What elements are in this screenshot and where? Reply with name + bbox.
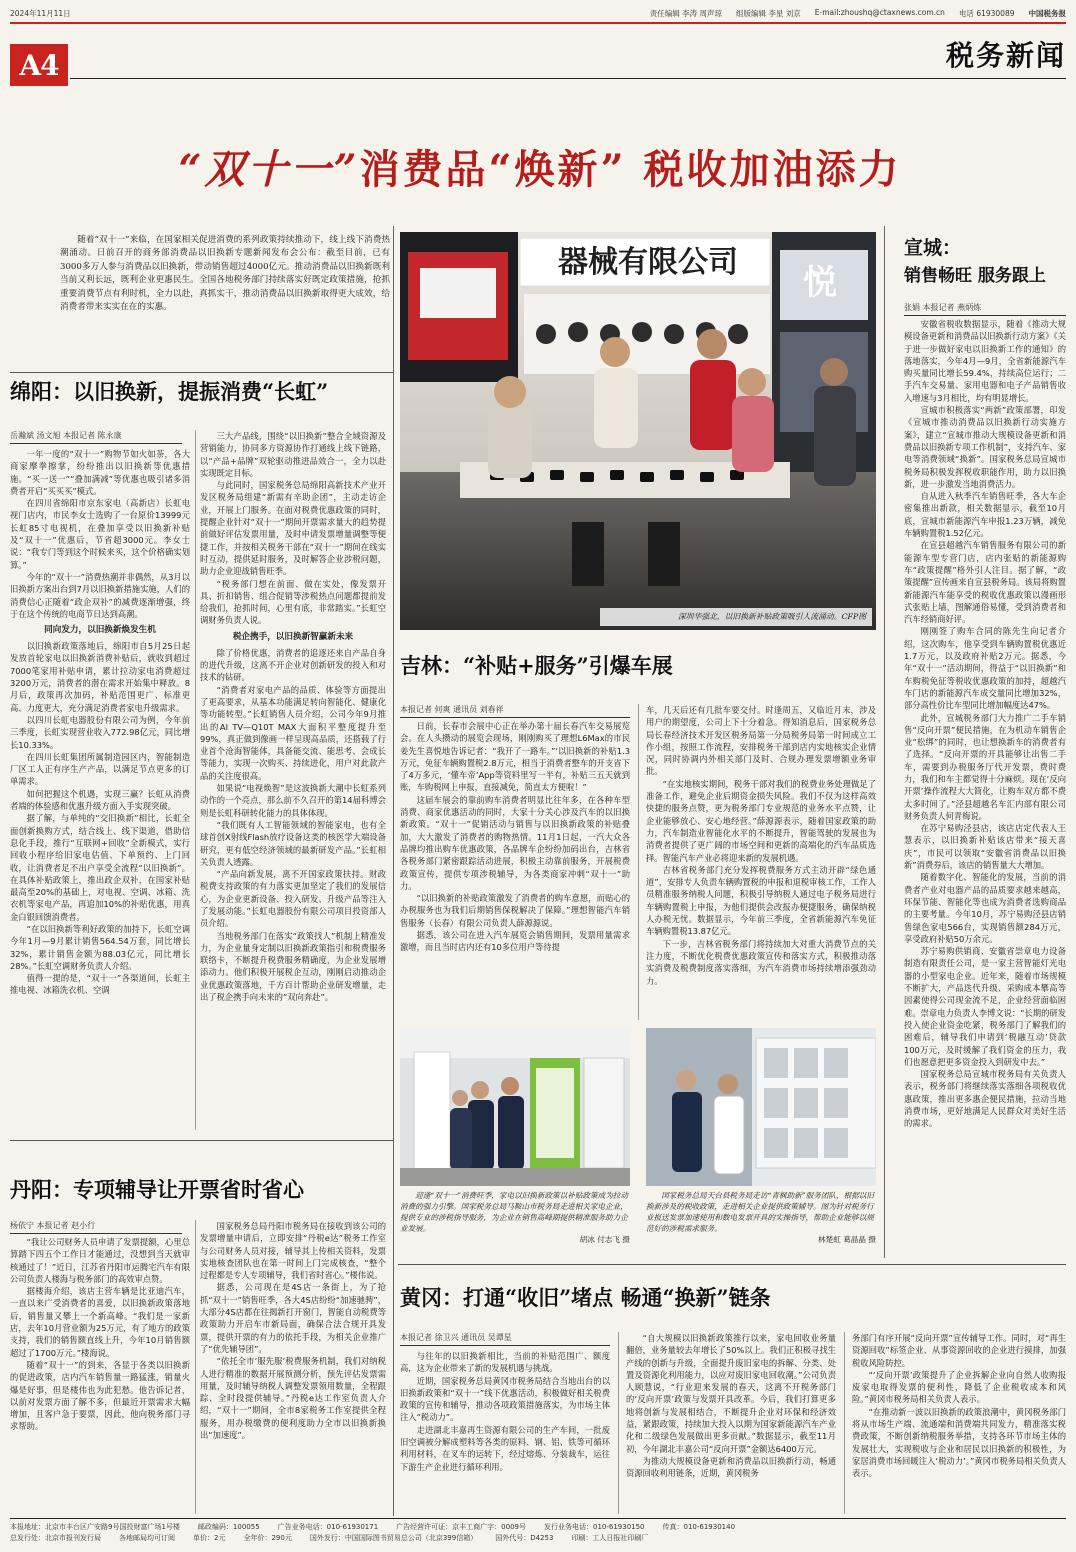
paragraph: 据悉，公司现在是4S店一条街上，为了抢抓“双十一”销售旺季，各大4S店纷纷“加速驰骋”，大部分4S店都在往揭新打开窗门，智能自动税费等政策助力开启车市新局面，确保合法合规开具发票，提供开票的有力的依托手段，为相关企业推广了“优先辅导团”。 xyxy=(200,1282,386,1354)
paragraph: 以旧换新政策落地后，绵阳市自5月25日起发放首轮家电以旧换新消费补贴后，就收到超过7000笔家用补贴申请，累计拉动家电消费超过3200万元，消费者的潜在需求开始集中释放。8月后，政策再次加码，补贴范围更广、标准更高、力度更大，充分满足消费者家电升级需求。 xyxy=(10,641,190,713)
paragraph: 下一步，吉林省税务部门将持续加大对重大消费节点的关注力度，不断优化税费优惠政策宣传和落实方式，积极推动落实消费及税费制度落实落细，为汽车消费市场持续增添强劲动力。 xyxy=(646,938,876,986)
paragraph: 如果说“电视焕智”是这波换新大潮中长虹系列动作的一个亮点，那么前不久召开的第14届科博会则是长虹科研转化能力的具体体现。 xyxy=(200,783,386,818)
footer-distributor: 总发行处：北京市报刊发行局 xyxy=(10,1534,101,1542)
intro-paragraph: 随着“双十一”来临，在国家相关促进消费的系列政策持续推动下，线上线下消费热潮涌动。日前召开的商务部消费品以旧换新专题新闻发布会公布：截至目前，已有3000多万人参与消费品以旧换新，带动销售超过4000亿元。推动消费品以旧换新既利当前又利长远，既利企业更惠民生。全国各地税务部门持续落实好既定政策措施，抢抓重要消费节点有利时机，全力以赴，真抓实干，推动消费品以旧换新取得更大成效，给消费者带来实实在在的实惠。 xyxy=(60,235,390,313)
store-sign-2: 悦 xyxy=(803,263,837,303)
paragraph: 除了价格优惠，消费者的追逐还来自产品自身的进代升级，这离不开企业对创新研发的投入和对技术的钻研。 xyxy=(200,647,386,683)
huanggang-col3 xyxy=(852,1332,1066,1514)
paragraph: 走进湖北丰嘉再生资源有限公司的生产车间，一批废旧空调被分解成塑料等各类的原料、钢、铝、铁等可循环利用材料，在叉车的运转下，经过熔炼、分装裁车，运往下游生产企业进行循环利用。 xyxy=(400,1424,610,1472)
photo-right-caption-block xyxy=(646,1190,876,1254)
page-footer xyxy=(10,1518,1066,1548)
footer-overseas: 国外发行：中国国际图书贸易总公司（北京399信箱） xyxy=(309,1534,478,1542)
photo-left xyxy=(400,1028,630,1186)
xuancheng-body xyxy=(904,318,1066,1258)
left-column-divider xyxy=(393,226,394,1516)
huanggang-col1 xyxy=(400,1350,610,1514)
paragraph: 刚刚签了购车合同的陈先生向记者介绍，这次购车，他享受到车辆购置税优惠近1.7万元，以及政府补贴2万元。据悉，今年“双十一”活动期间，得益于“以旧换新”和车购税免征等税收优惠政策的加持，超越汽车门店的新能源汽车成交量同比增加32%，部分高性价比车型同比增加幅度达47%。 xyxy=(904,626,1066,711)
headline-quote: “双十一” xyxy=(178,146,360,193)
column-divider xyxy=(844,1332,845,1514)
section-title: 税务新闻 xyxy=(945,39,1066,72)
paragraph: 这届车展会的靠前购车消费者明显比往年多，在各种车型消费、商家优惠活动的同时，大家十分关心涉及汽车的以旧换新政策。“双十一”促销活动与销售与以旧换新政策的补贴叠加，大大激发了消费者的购物热情。11月1日起，一汽大众各品牌均推出购车优惠政策，各品牌车企纷纷加码出台，吉林省各税务部门紧密跟踪活动进展，积极主动靠前服务，开展税费政策宣传，提供专项涉税辅导，为各类商家冲刺“双十一”助力。 xyxy=(400,794,630,891)
mianyang-top-rule xyxy=(10,372,394,373)
paragraph: 在四川长虹集团所属制造园区内，智能制造厂区工人正有序生产产品，以满足节点更多的订单需求。 xyxy=(10,751,190,787)
paragraph: 务部门有序开展“反向开票”宣传辅导工作。同时，对“再生资源回收”标签企业、从事资源回收的企业进行摸排，加强税收风险防控。 xyxy=(852,1333,1066,1368)
page-number: A4 xyxy=(10,44,68,86)
mianyang-byline: 岳瀚斌 汤文旭 本报记者 陈永康 xyxy=(10,430,182,444)
photo-right xyxy=(646,1028,876,1186)
mianyang-subhead-2: 税企携手，以旧换新智赢新未来 xyxy=(232,631,354,642)
footer-fax: 传真：010-61930140 xyxy=(662,1523,736,1531)
paragraph: “消费者对家电产品的品质、体验等方面提出了更高要求，从基本功能满足转向智能化、健康化等功能转型。”长虹销售人员介绍，公司今年9月推出的AI TV—Q10T MAX大面积平整度提升至99%，真正做到像画一样呈现高品质，还搭载了行业首个沧海智能体，具备能交流、能思考、会成长等能力，实现一次购买、持续进化，用户对此款产品的关注度很高。 xyxy=(200,684,386,781)
column-divider xyxy=(195,1220,196,1514)
paragraph: 与此同时，国家税务总局绵阳高新技术产业开发区税务局组建“新需有辛助企团”，主动走访企业，开展上门服务。在面对税费优惠政策的同时，提醒企业针对“双十一”期间开票需求量大的趋势提前做好评估发票用量，及时申请发票增量调整等便捷工作，并按相关税务干部在“双十一”期间在线实时互动，提供延时服务，及时解答企业涉税问题，助力企业迎战销售旺季。 xyxy=(200,480,386,577)
editor-phone: 电话 61930089 xyxy=(958,8,1015,18)
xuancheng-title-line2: 销售畅旺 服务跟上 xyxy=(904,266,1046,286)
footer-subscribe: 各地邮局均可订阅 xyxy=(119,1534,175,1542)
paragraph: 随着数字化、智能化的发展，当前的消费者产业对电器产品的品质要求越来越高，环保节能、智能化等也成为消费者选购商品的主要考量。今年10月，苏宁易购泾县店销售绿色家电566台，实现销售额284万元，享受政府补贴50万余元。 xyxy=(904,872,1066,944)
danyang-title: 丹阳：专项辅导让开票省时省心 xyxy=(10,1177,304,1202)
jilin-title: 吉林：“补贴+服务”引爆车展 xyxy=(400,653,673,678)
footer-unit-price: 单价：2元 xyxy=(193,1534,226,1542)
paragraph: 以四川长虹电器股份有限公司为例，今年前三季度，长虹实现营业收入772.98亿元，同比增长10.33%。 xyxy=(10,714,190,750)
paragraph: 近期，国家税务总局黄冈市税务局结合当地出台的以旧换新政策和“双十一”线下优惠活动，积极做好相关税费政策的宣传和辅导，推动各项政策措施落实，为市场主体注入“税动力”。 xyxy=(400,1375,610,1423)
factory-visit-image xyxy=(646,1028,876,1186)
top-bar xyxy=(10,6,1066,20)
paragraph: 与往年的以旧换新相比，当前的补贴范围广、额度高，这为企业带来了新的发展机遇与挑战。 xyxy=(400,1351,610,1374)
photo-right-caption: 国家税务总局天台县税务局走访“青枫助新”服务团队，根据以旧换新涉及的税收政策，走进相关企业提供政策辅导。图为针对税务行业报送发票加速使用和数电发票开具的实操指导，帮助企业能够以规范好的涉税需求服务。 xyxy=(646,1191,874,1233)
right-column-divider xyxy=(884,226,885,1258)
footer-distribution-phone: 发行业务电话：010-61930150 xyxy=(544,1523,645,1531)
paragraph: 在四川省绵阳市京东家电（高新店）长虹电视门店内，市民李女士选购了一台原价13999元长虹85寸电视机，在叠加享受以旧换新补贴及“双十一”优惠后，节省超3000元。李女士说：“我专门等到这个时候来买，这个价格确实划算。” xyxy=(10,498,190,570)
paragraph: 苏宁易购供销商、安徽省崇章电力设备制造有限责任公司，是一家主营智能灯光电器的小型家电企业。近年来，随着市场规模不断扩大，产品迭代升级、采购成本攀高等因素使得公司现金流不足，企业经营面临困难。崇章电力负责人李博文说：“长期的研发投入使企业资金吃紧，税务部门了解我们的困难后，辅导我们申请到‘税融互动’贷款100万元，及时缓解了我们资金的压力，我们也愿意把更多资金投入到研发中去。” xyxy=(904,946,1066,1067)
appliance-store-image xyxy=(400,1028,630,1186)
paragraph: “‘反向开票’政策提升了企业拆解企业向自然人收购报废家电取得发票的便利性，降低了企业税收成本和风险。”黄冈市税务局相关负责人表示。 xyxy=(852,1369,1066,1405)
footer-postcode: 邮政编码：100055 xyxy=(197,1523,260,1531)
mianyang-col2 xyxy=(200,430,386,1130)
xuancheng-title-line1: 宣城： xyxy=(904,237,962,259)
photo-left-author: 胡冰 付志飞 摄 xyxy=(579,1235,630,1244)
paragraph: “我们既有人工智能领域的智能家电，也有全球首创X射线Flash放疗设备这类的核医学大端设备研究，更有低空经济领域的最新研发产品。”长虹相关负责人透露。 xyxy=(200,819,386,867)
main-photo-caption: 深圳华强北，以旧换新补贴政策吸引人流涌动。CFP图 xyxy=(600,608,872,626)
mianyang-col1 xyxy=(10,448,190,1128)
responsible-editor: 责任编辑 李涛 周声琼 xyxy=(649,8,722,18)
footer-ad-license: 广告经营许可证：京丰工商广字：0009号 xyxy=(396,1523,526,1531)
paragraph: 国家税务总局丹阳市税务局在接收到该公司的发票增量申请后，立即安排“丹税e达”税务工作室与公司财务人员对接，辅导其上传相关资料，发票实地核查团队也在第一时间上门完成核查，“整个过程都是专人专项辅导，我们省时省心。”楼伟说。 xyxy=(200,1221,386,1281)
huanggang-col2 xyxy=(626,1332,836,1514)
footer-ad-phone: 广告业务电话：010-61930171 xyxy=(277,1523,379,1531)
paragraph: 吉林省税务部门充分发挥税费服务方式主动开辟“绿色通道”，安排专人负责车辆购置税的申报和退税审核工作，工作人员精准服务纳税人问题，积极引导纳税人通过电子税务局进行车辆购置税上申报，为他们提供会改报办便捷服务，确保纳税人办税无忧。数据显示，今年前三季度，全省新能源汽车免征车辆购置税13.87亿元。 xyxy=(646,864,876,937)
mianyang-title: 绵阳：以旧换新，提振消费“长虹” xyxy=(10,379,329,404)
store-scene-image xyxy=(400,232,876,630)
paragraph: 宣城市积极落实“两新”政策部署，印发《宣城市推动消费品以旧换新行动实施方案》，建立“宣城市推动大规模设备更新和消费品以旧换新专项工作机制”，支持汽车、家电等消费领域“换新”。国家税务总局宣城市税务局积极发挥税收职能作用，助力以旧换新，进一步激发当地消费活力。 xyxy=(904,405,1066,489)
huanggang-top-rule xyxy=(398,1264,1066,1265)
paragraph: 国家税务总局宣城市税务局有关负责人表示，税务部门将继续落实落细各项税收优惠政策，推出更多惠企便民措施，拉动当地消费市场，更好地满足人民群众对美好生活的需求。 xyxy=(904,1069,1066,1129)
huanggang-byline: 本报记者 徐卫兴 通讯员 吴谭星 xyxy=(400,1332,610,1346)
paragraph: 一年一度的“双十一”购物节如火如荼，各大商家摩拳擦掌，纷纷推出以旧换新等优惠措施。“买一送一”“叠加满减”等优惠也吸引诸多消费者开启“买买买”模式。 xyxy=(10,449,190,496)
main-photo xyxy=(400,232,876,630)
danyang-col1 xyxy=(10,1236,190,1514)
huanggang-title: 黄冈：打通“收旧”堵点 畅通“换新”链条 xyxy=(400,1285,771,1310)
header-thin-rule xyxy=(70,78,1066,79)
paragraph: 为推动大规模设备更新和消费品以旧换新行动，畅通资源回收利用链条，近期，黄冈税务 xyxy=(626,1455,836,1479)
paragraph: 当地税务部门在落实“政策找人”机制上精准发力，为企业量身定制以旧换新政策指引和税费服务联络卡，不断提升税费服务精确度，为企业发展增添动力。他们积极开展税企互动，刚刚启动推动企业优惠政策落地，千方百计帮助企业研发增量，走出了税企携手向未来的“双向奔赴”。 xyxy=(200,930,386,1003)
paragraph: 三大产品线，围绕“以旧换新”整合全域资源及营销能力，协同多方资源协作打通线上线下链路，以“产品+品牌”双轮驱动推进品效合一，全力以赴实现既定目标。 xyxy=(200,431,386,478)
paragraph: “以旧换新的补贴政策激发了消费者的购车意愿，而贴心的办税服务也为我们后期销售保税解决了保障。”理想智能汽车销售服务（长春）有限公司负责人薛源源说。 xyxy=(400,893,630,928)
column-divider xyxy=(638,704,639,1020)
layout-editor: 组版编辑 李星 刘京 xyxy=(735,8,801,18)
column-divider xyxy=(618,1332,619,1514)
jilin-byline: 本报记者 何爽 通讯员 刘春祥 xyxy=(400,704,630,718)
jilin-col1 xyxy=(400,720,630,1020)
header-rule xyxy=(10,22,1066,24)
paragraph: 值得一提的是，“双十一”各渠道间，长虹主推电视、冰箱洗衣机、空调 xyxy=(10,973,190,996)
paragraph: “自大规模以旧换新政策推行以来，家电回收业务量翻倍，业务量较去年增长了50%以上。我们正积极寻找生产线的创新与升级，全面提升废旧家电的拆解、分类、处置及资源化利用能力，以应对废旧家电回收潮。”公司负责人顾慧说，“行业迎来发展的春天，这离不开税务部门的‘反向开票’政策与发票开具改革。今后，我们打算更多地将创新与发展相结合，不断提升企业对环保和经济效益，紧跟政策，持续加大投入以期为国家新能源汽车产业化和二级绿色发展做出更多贡献。”数据显示，截至11月初，今年湖北丰嘉公司“反向开票”金额达6400万元。 xyxy=(626,1333,836,1454)
paragraph: 据了解，与单纯的“交旧换新”相比，长虹全面创新换购方式，结合线上、线下渠道，借助信息化手段，推行“互联网+回收”全新模式，实行回收小程序给旧家电估值、下单预约、上门回收，让消费者足不出户享受全流程“以旧换新”。在具体补贴政策上，推出政企双补，在国家补贴最高至20%的基础上，对电视、空调、冰箱、洗衣机等家电产品，再追加10%的补贴优惠，用真金白银回馈消费者。 xyxy=(10,813,190,922)
paragraph: 此外，宣城税务部门大力推广二手车销售“反向开票”便民措施，在为机动车销售企业“松绑”的同时，也让想换新车的消费者有了选择。“反向开票的开具能够让出售二手车，需要到办税服务厅代开发票，费时费力，我们和车主都觉得十分麻烦。现在‘反向开票’操作流程大大简化，让购车双方都不费太多时间了。”泾县超越名车汇内部有限公司财务负责人何青梅说。 xyxy=(904,712,1066,821)
paragraph: “依托全市‘服先服’税费服务机制，我们对纳税人进行精准的数据开展预测分析，预先评估发票需用量，及时辅导纳税人调整发票领用数量，全程跟踪、全时段提供辅导。”丹税e达工作室负责人介绍，“双十一”期间，全市8家税务工作室提供全程服务，用办税缴费的便利度助力全市以旧换新换出“加速度”。 xyxy=(200,1356,386,1441)
paragraph: “在实地核实期间，税务干部对我们的税费业务处理做足了准备工作，避免企业后期资金损失风险。我们不仅为这样高效快捷的服务点赞，更为税务部门专业规范的业务水平点赞，让企业能够放心、安心地经营。”薛源源表示，随着国家政策的助力，汽车制造业智能化水平的不断提升，智能驾驶的发展也为消费者提供了更广阔的市场空间和更新的高端化的汽车品质选择。智能汽车产业必将迎来新的发展机遇。 xyxy=(646,778,876,863)
mianyang-subhead-1: 同向发力，以旧换新焕发生机 xyxy=(44,625,156,636)
photo-left-caption-block xyxy=(400,1190,630,1254)
paper-name: 中国税务报 xyxy=(1028,8,1066,18)
paragraph: 今年的“双十一”消费热潮并非偶然，从3月以旧换新方案出台到7月以旧换新措施实施，人们的消费信心正随着“政企双补”的减费逐渐增强，终于在这个传统的电商节日达到高潮。 xyxy=(10,571,190,619)
paragraph: “税务部门想在前面、做在实处，像发票开具、折扣销售、组合促销等涉税热点问题都提前发给我们，抢抓时间，心里有底，非常踏实。”长虹空调财务负责人说。 xyxy=(200,578,386,626)
store-sign: 器械有限公司 xyxy=(558,245,738,280)
paragraph: 在苏宁易购泾县店，该店店定代表人王慧表示，以旧换新补贴该店带来“接天喜庆”，市民可以领取“安徽省消费品以旧换新”消费券后，该店的销售量大大增加。 xyxy=(904,823,1066,871)
paragraph: 日前，长春市会展中心正在举办第十届长春汽车交易展览会。在人头攒动的展览会现场，刚刚购买了理想L6Max的市民姜先生喜悦地告诉记者：“我开了一路车。”‘以旧换新的补贴1.3万元，免征车辆购置税2.8万元，相当于消费者整车的开支省下了4万多元，‘懂车帝’App等资料里写一半有，补贴三五天就到账，车购税网上申报，直接减免，简直太方便啦！” xyxy=(400,721,630,793)
paragraph: “我让公司财务人员申请了发票提额，心里总算踏下四五个工作日才能通过，没想到当天就审核通过了！”近日，江苏省丹阳市运腾宅汽车有限公司负责人楼海与税务部门的高效审点赞。 xyxy=(10,1237,190,1284)
footer-line-2 xyxy=(10,1533,1066,1544)
xuancheng-title xyxy=(904,234,1066,290)
paragraph: 据悉，该公司在进入汽车展览会销售期间，发票用量需求激增，而且当时店内还有10多位用户等待提 xyxy=(400,930,630,953)
issue-date: 2024年11月11日 xyxy=(10,8,71,18)
paragraph: 在宣县超越汽车销售服务有限公司的新能源车型专营门店，店内张贴的新能源购车“政策提醒”格外引人注目。据了解，“政策提醒”宣传画来自宣县税务局。该局将购置新能源汽车能享受的税收优惠政策以漫画形式张贴上墙，图解通俗易懂，受到消费者和汽车经销商好评。 xyxy=(904,540,1066,625)
footer-overseas-code: 国外代号：D4253 xyxy=(495,1534,554,1542)
footer-address: 本报地址：北京市丰台区广安路9号国投财富广场1号楼 xyxy=(10,1523,180,1531)
page-headline xyxy=(60,138,1020,208)
photo-right-author: 林楚虹 葛晶晶 摄 xyxy=(818,1235,876,1244)
column-divider xyxy=(195,430,196,1130)
paragraph: “在推动新一波以旧换新的政策浪潮中，黄冈税务部门将从市场生产端、流通端和消费端共同发力，精准落实税费政策，不断创新纳税服务举措，支持各环节市场主体的发展壮大，实现税收与企业和居民以旧换新的积极性，为家居消费市场回暖注入‘税动力’。”黄冈市税务局相关负责人表示。 xyxy=(852,1406,1066,1479)
footer-line-1 xyxy=(10,1522,1066,1533)
paragraph: 随着“双十一”的到来，各显于各类以旧换新的促进政策，店内汽车销售量一路猛涨，销量火爆是好事，但是楼伟也为此犯愁。他告诉记者，以前对发票方面了解不多，但最近开票需求大幅增加，且客户急于要票，因此，他向税务部门寻求帮助。 xyxy=(10,1359,190,1432)
editor-email: E-mail:zhoushq@ctaxnews.com.cn xyxy=(814,7,945,17)
paragraph: 自从进入秋季汽车销售旺季，各大车企密集推出新款，相关数据显示，截至10月底，宣城市新能源汽车申报1.23万辆，减免车辆购置税1.52亿元。 xyxy=(904,491,1066,539)
danyang-col2 xyxy=(200,1220,386,1514)
paragraph: “在以旧换新等利好政策的加持下，长虹空调今年1月—9月累计销售564.54万套，同比增长32%，累计销售金额为88.03亿元，同比增长28%。”长虹空调财务负责人介绍。 xyxy=(10,923,190,971)
photo-left-caption: 迎逢“双十一”消费旺季，家电以旧换新政策以补贴政策成为拉动消费的强力引擎。国家税务总局马鞍山市税务局走进相关家电企业，提供专业的涉税指导服务，为企业在销售高峰期提供精准服务助力企业发展。 xyxy=(400,1191,628,1233)
jilin-col2 xyxy=(646,704,876,1020)
paragraph: 如何把握这个机遇，实现三赢？长虹从消费者端的体验感和优惠升级方面入手实现突破。 xyxy=(10,788,190,812)
danyang-byline: 杨依宁 本报记者 赵小行 xyxy=(10,1220,182,1234)
xuancheng-byline: 张娟 本报记者 燕炳炼 xyxy=(904,302,1066,316)
paragraph: “产品向新发展，离不开国家政策扶持。财政税费支持政策的有力落实更加坚定了我们的发展信心，为企业更新设备、投入研发、升级产品等注入了发展动能。”长虹电器股份有限公司项目投资部人员介绍。 xyxy=(200,869,386,929)
footer-printer: 印刷：工人日报社印刷厂 xyxy=(571,1534,649,1542)
danyang-top-rule xyxy=(10,1140,394,1141)
paragraph: 据楼海介绍，该店主营车辆是比亚迪汽车，一直以来广受消费者的喜爱，以旧换新政策落地后，销售量又攀上一个新高峰。“我们是一家新店，去年10月营业额为25万元，有了地方的政策支持，我们的销售额直线上升，今年10月销售额超过了1700万元。”楼海说。 xyxy=(10,1286,190,1358)
paragraph: 车，几天后还有几批车要交付。时逢周五，又临近月末，涉及用户的期望度，公司上下十分着急。得知消息后，国家税务总局长春经济技术开发区税务局第一分局税务局第一时间成立工作小组，按照工作流程，安排税务干部到店内实地核实企业情况，同时协调内外相关部门及时、合规办理发票增额业务审批。 xyxy=(646,705,876,777)
paragraph: 安徽省税收数据显示，随着《推动大规模设备更新和消费品以旧换新行动方案》《关于进一步做好家电以旧换新工作的通知》的落地落实，今年4月—9月，全省新能源汽车购买量同比增长59.4%，持续高位运行；二手汽车交易量、家用电器和电子产品销售收入增速与3月相比，均有明显增长。 xyxy=(904,319,1066,403)
footer-annual-price: 全年价：290元 xyxy=(243,1534,292,1542)
headline-rest: 消费品“焕新” 税收加油添力 xyxy=(359,146,902,193)
